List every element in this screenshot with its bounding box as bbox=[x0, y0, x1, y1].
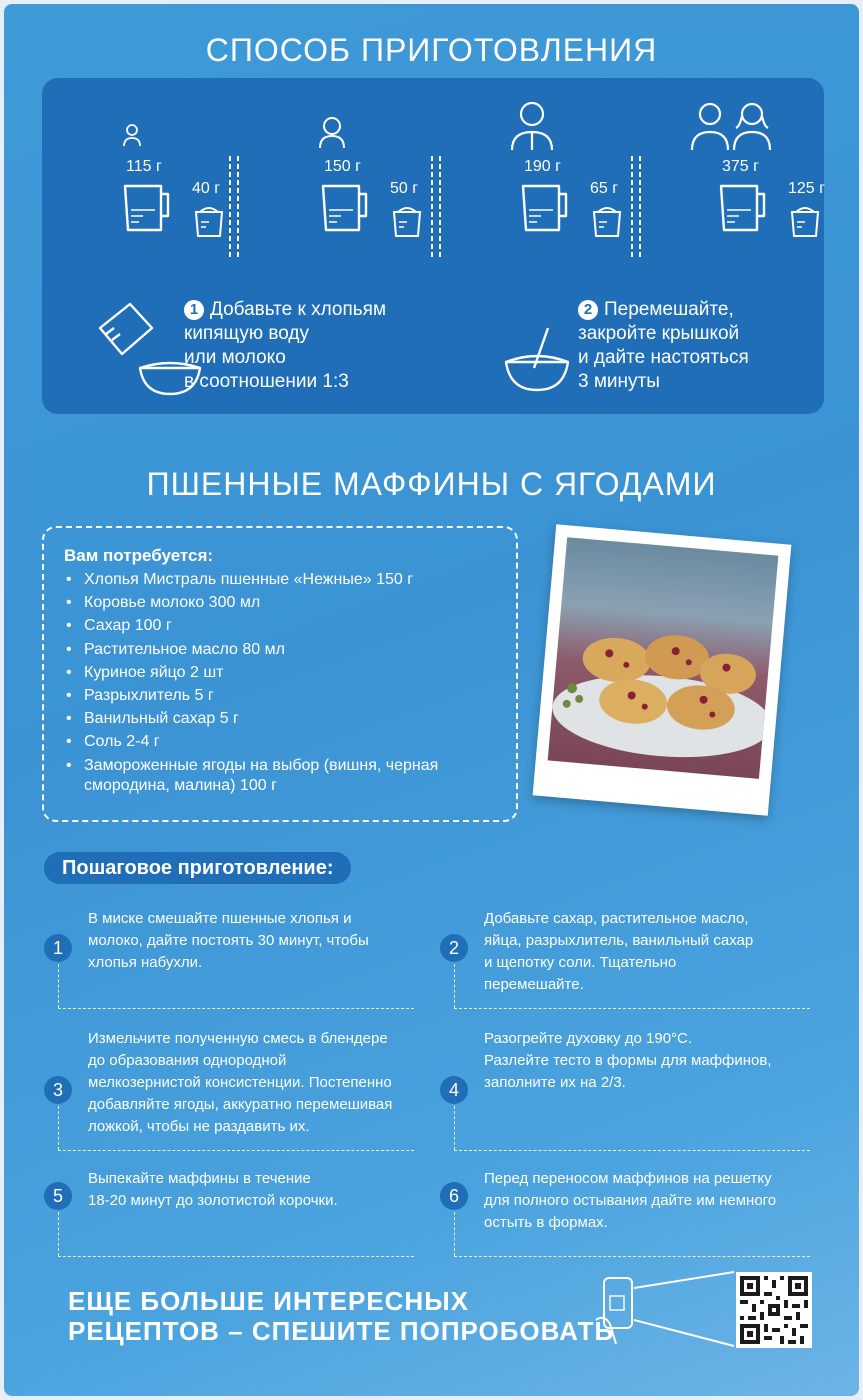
flakes-amount: 40 г bbox=[192, 180, 221, 197]
step-number: 6 bbox=[440, 1182, 468, 1210]
step-number: 4 bbox=[440, 1076, 468, 1104]
list-item: • Растительное масло 80 мл bbox=[64, 640, 504, 660]
step-number: 2 bbox=[578, 300, 598, 320]
flakes-amount: 50 г bbox=[390, 180, 419, 197]
preparation-panel bbox=[42, 78, 824, 414]
list-item: • Сахар 100 г bbox=[64, 616, 504, 636]
step-number: 1 bbox=[44, 934, 72, 962]
step-text: Разогрейте духовку до 190°C. Разлейте тесто в формы для маффинов, заполните их на 2/3. bbox=[484, 1030, 772, 1091]
measuring-jug-icon bbox=[122, 182, 174, 234]
list-item: • Коровье молоко 300 мл bbox=[64, 593, 504, 613]
list-item: • Разрыхлитель 5 г bbox=[64, 686, 504, 706]
footer-promo: ЕЩЕ БОЛЬШЕ ИНТЕРЕСНЫХ РЕЦЕПТОВ – СПЕШИТЕ ПОПРОБОВАТЬ bbox=[68, 1286, 615, 1346]
step-text: Выпекайте маффины в течение 18-20 минут до золотистой корочки. bbox=[88, 1170, 338, 1209]
step-text: Измельчите полученную смесь в блендере до образования однородной мелкозернистой консистенции. Постепенно добавляйте ягоды, аккуратно перемешивая ложкой, чтобы не раздавить их. bbox=[88, 1030, 393, 1135]
water-amount: 115 г bbox=[126, 158, 162, 175]
flakes-scoop-icon bbox=[192, 202, 226, 238]
section1-title: СПОСОБ ПРИГОТОВЛЕНИЯ bbox=[205, 32, 658, 68]
person-large-icon bbox=[484, 98, 674, 150]
child-small-icon bbox=[86, 98, 276, 150]
dashed-line bbox=[58, 1256, 414, 1257]
flakes-scoop-icon bbox=[590, 202, 624, 238]
dashed-line bbox=[454, 1008, 810, 1009]
water-amount: 190 г bbox=[524, 158, 561, 175]
water-amount: 375 г bbox=[722, 158, 759, 175]
flakes-amount: 125 г bbox=[788, 180, 825, 197]
prep-step-2-text: 2 Перемешайте, закройте крышкой и дайте настояться 3 минуты bbox=[578, 299, 749, 392]
dashed-line bbox=[58, 1212, 59, 1256]
dashed-line bbox=[454, 1106, 455, 1150]
water-amount: 150 г bbox=[324, 158, 361, 175]
dashed-line bbox=[58, 1106, 59, 1150]
list-item: • Хлопья Мистраль пшенные «Нежные» 150 г bbox=[64, 570, 504, 590]
dashed-line bbox=[58, 964, 59, 1008]
measuring-jug-icon bbox=[718, 182, 770, 234]
dashed-line bbox=[454, 1150, 810, 1151]
ingredients-list bbox=[64, 570, 504, 799]
measuring-jug-icon bbox=[320, 182, 372, 234]
portion-col-2 bbox=[284, 98, 474, 308]
portion-col-4 bbox=[682, 98, 859, 308]
dashed-line bbox=[454, 964, 455, 1008]
prep-step-1-text: 1 Добавьте к хлопьям кипящую воду или молоко в соотношении 1:3 bbox=[184, 299, 387, 392]
dashed-line bbox=[454, 1212, 455, 1256]
couple-icon bbox=[682, 98, 859, 150]
divider bbox=[430, 156, 442, 260]
measuring-jug-icon bbox=[520, 182, 572, 234]
step-number: 5 bbox=[44, 1182, 72, 1210]
mixing-bowl-icon bbox=[502, 326, 572, 396]
flakes-scoop-icon bbox=[390, 202, 424, 238]
divider bbox=[630, 156, 642, 260]
recipe-title: ПШЕННЫЕ МАФФИНЫ С ЯГОДАМИ bbox=[146, 466, 717, 502]
step-number: 1 bbox=[184, 300, 204, 320]
step-text: Добавьте сахар, растительное масло, яйца, разрыхлитель, ванильный сахар и щепотку соли. Тщательно перемешайте. bbox=[484, 910, 754, 993]
step-text: В миске смешайте пшенные хлопья и молоко, дайте постоять 30 минут, чтобы хлопья набухли. bbox=[88, 910, 369, 971]
list-item: • Соль 2-4 г bbox=[64, 732, 504, 752]
list-item: • Ванильный сахар 5 г bbox=[64, 709, 504, 729]
steps-heading: Пошаговое приготовление: bbox=[44, 852, 351, 884]
muffins-photo bbox=[533, 524, 792, 816]
step-number: 3 bbox=[44, 1076, 72, 1104]
list-item: • Замороженные ягоды на выбор (вишня, черная смородина, малина) 100 г bbox=[64, 756, 504, 796]
divider bbox=[228, 156, 240, 260]
person-icon bbox=[284, 98, 474, 150]
prep-step-1 bbox=[92, 298, 432, 408]
portion-col-1 bbox=[86, 98, 276, 308]
list-item: • Куриное яйцо 2 шт bbox=[64, 663, 504, 683]
muffins-image bbox=[548, 537, 779, 779]
flakes-scoop-icon bbox=[788, 202, 822, 238]
step-text: Перед переносом маффинов на решетку для полного остывания дайте им немного остыть в формах. bbox=[484, 1170, 777, 1231]
ingredients-box bbox=[42, 526, 518, 822]
prep-step-2 bbox=[502, 298, 822, 408]
dashed-line bbox=[58, 1008, 414, 1009]
ingredients-heading: Вам потребуется: bbox=[64, 546, 214, 565]
flakes-amount: 65 г bbox=[590, 180, 619, 197]
recipe-page bbox=[4, 4, 859, 1396]
portion-col-3 bbox=[484, 98, 674, 308]
qr-code-icon[interactable] bbox=[736, 1272, 812, 1348]
dashed-line bbox=[454, 1256, 810, 1257]
step-number: 2 bbox=[440, 934, 468, 962]
dashed-line bbox=[58, 1150, 414, 1151]
